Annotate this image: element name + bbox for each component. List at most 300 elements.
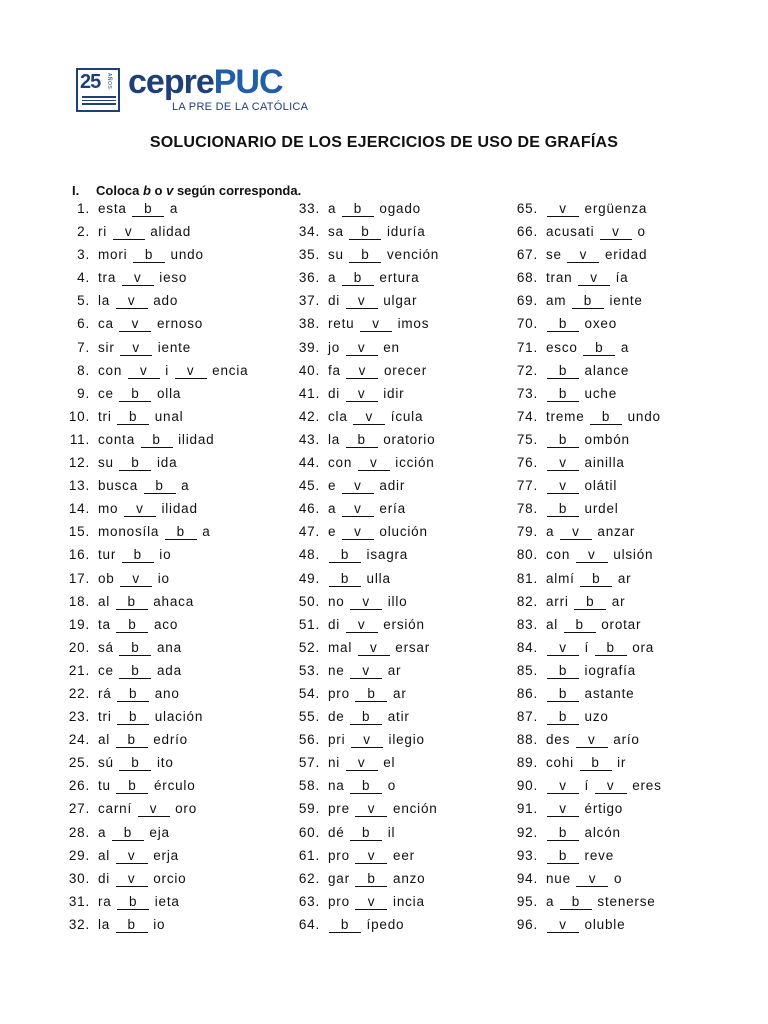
item-number: 72. (516, 362, 538, 378)
exercise-item (508, 453, 662, 476)
answer-blank: v (138, 801, 170, 817)
word-fragment: ada (152, 662, 182, 678)
item-number: 78. (516, 501, 538, 517)
answer-blank: v (342, 501, 374, 517)
exercise-item (60, 569, 248, 592)
exercise-item (290, 245, 439, 268)
exercise-item (290, 430, 439, 453)
word-fragment: atir (383, 709, 410, 725)
word-fragment: i (160, 362, 174, 378)
exercise-item (60, 615, 248, 638)
word-fragment: ersar (390, 639, 431, 655)
word-fragment: ne (328, 662, 350, 678)
item-number: 26. (68, 778, 90, 794)
instruction-text: Coloca (96, 183, 143, 198)
answer-blank: v (576, 547, 608, 563)
item-number: 54. (298, 685, 320, 701)
item-number: 34. (298, 224, 320, 240)
item-number: 13. (68, 478, 90, 494)
answer-blank: v (547, 778, 579, 794)
item-number: 69. (516, 293, 538, 309)
exercise-item (508, 592, 662, 615)
exercise-item (508, 753, 662, 776)
word-fragment: imos (393, 316, 430, 332)
word-fragment: dé (328, 824, 350, 840)
item-number: 29. (68, 847, 90, 863)
word-fragment: ar (388, 685, 407, 701)
exercise-item (508, 869, 662, 892)
word-fragment: almí (546, 570, 580, 586)
answer-blank: b (119, 455, 151, 471)
exercise-item (508, 199, 662, 222)
word-fragment: olución (374, 524, 428, 540)
item-number: 33. (298, 201, 320, 216)
exercise-item (60, 384, 248, 407)
item-number: 7. (77, 339, 90, 355)
word-fragment: ra (98, 893, 117, 909)
exercise-item (290, 569, 439, 592)
word-fragment: a (328, 201, 341, 216)
anniversary-badge (76, 68, 120, 112)
exercise-column-3 (508, 199, 662, 938)
answer-blank: b (590, 409, 622, 425)
answer-blank: b (116, 594, 148, 610)
word-fragment: alance (580, 362, 630, 378)
word-fragment: o (383, 778, 397, 794)
item-number: 68. (516, 270, 538, 286)
word-fragment: ieso (154, 270, 188, 286)
answer-blank: v (547, 640, 579, 656)
item-number: 84. (516, 639, 538, 655)
word-fragment: e (328, 524, 341, 540)
word-fragment: pro (328, 893, 355, 909)
word-fragment: undo (166, 247, 204, 263)
exercise-item (508, 545, 662, 568)
instruction-letter-b: b (142, 183, 151, 198)
exercise-item (290, 384, 439, 407)
word-fragment: oro (170, 801, 198, 817)
item-number: 53. (298, 662, 320, 678)
answer-blank: b (342, 270, 374, 286)
item-number: 96. (516, 916, 538, 932)
exercise-item (508, 799, 662, 822)
word-fragment: értigo (580, 801, 624, 817)
answer-blank: b (349, 224, 381, 240)
answer-blank: b (132, 201, 164, 217)
answer-blank: v (547, 455, 579, 471)
item-number: 6. (77, 316, 90, 332)
exercise-item (508, 730, 662, 753)
answer-blank: b (122, 547, 154, 563)
item-number: 80. (516, 547, 538, 563)
item-number: 51. (298, 616, 320, 632)
word-fragment: tu (98, 778, 116, 794)
answer-blank: b (547, 825, 579, 841)
item-number: 36. (298, 270, 320, 286)
word-fragment: tra (98, 270, 121, 286)
word-fragment: alcón (580, 824, 621, 840)
item-number: 1. (77, 201, 90, 216)
answer-blank: b (547, 663, 579, 679)
exercise-item (60, 499, 248, 522)
exercise-column-1 (60, 199, 248, 938)
item-number: 32. (68, 916, 90, 932)
word-fragment: eres (627, 778, 662, 794)
exercise-item (290, 453, 439, 476)
exercise-item (290, 661, 439, 684)
word-fragment: uzo (580, 709, 609, 725)
brand-cepre: cepre (128, 63, 214, 101)
section-numeral: I. (72, 183, 80, 198)
word-fragment: ención (388, 801, 438, 817)
exercise-column-2 (290, 199, 439, 938)
answer-blank: b (580, 571, 612, 587)
word-fragment: retu (328, 316, 360, 332)
word-fragment: al (98, 847, 115, 863)
word-fragment: a (197, 524, 211, 540)
badge-years: 25 (80, 71, 101, 93)
word-fragment: ípedo (362, 916, 405, 932)
answer-blank: v (595, 778, 627, 794)
exercise-item (60, 846, 248, 869)
exercise-item (60, 753, 248, 776)
answer-blank: v (353, 409, 385, 425)
word-fragment: iente (604, 293, 643, 309)
word-fragment: al (546, 616, 563, 632)
item-number: 91. (516, 801, 538, 817)
exercise-item (290, 314, 439, 337)
item-number: 42. (298, 408, 320, 424)
item-number: 8. (77, 362, 90, 378)
exercise-item (290, 268, 439, 291)
answer-blank: v (560, 524, 592, 540)
exercise-item (60, 361, 248, 384)
exercise-item (290, 592, 439, 615)
item-number: 61. (298, 847, 320, 863)
word-fragment: pre (328, 801, 355, 817)
answer-blank: b (133, 247, 165, 263)
word-fragment: am (546, 293, 571, 309)
exercise-item (60, 407, 248, 430)
answer-blank: b (329, 917, 361, 933)
item-number: 48. (298, 547, 320, 563)
word-fragment: el (378, 755, 396, 771)
item-number: 45. (298, 478, 320, 494)
answer-blank: b (141, 432, 173, 448)
word-fragment: esta (98, 201, 132, 216)
exercise-item (508, 661, 662, 684)
item-number: 27. (68, 801, 90, 817)
exercise-item (290, 291, 439, 314)
answer-blank: v (350, 663, 382, 679)
item-number: 57. (298, 755, 320, 771)
word-fragment: orcio (148, 870, 187, 886)
item-number: 40. (298, 362, 320, 378)
answer-blank: v (113, 224, 145, 240)
item-number: 90. (516, 778, 538, 794)
word-fragment: tri (98, 709, 117, 725)
item-number: 10. (68, 408, 90, 424)
exercise-item (508, 707, 662, 730)
word-fragment: a (546, 524, 559, 540)
word-fragment: unal (150, 408, 184, 424)
item-number: 82. (516, 593, 538, 609)
word-fragment: undo (623, 408, 661, 424)
answer-blank: v (124, 501, 156, 517)
word-fragment: di (328, 616, 345, 632)
word-fragment: í (580, 778, 594, 794)
answer-blank: b (595, 640, 627, 656)
exercise-item (60, 707, 248, 730)
word-fragment: erja (148, 847, 179, 863)
exercise-item (60, 684, 248, 707)
word-fragment: orecer (379, 362, 428, 378)
word-fragment: ulación (150, 709, 204, 725)
answer-blank: b (116, 917, 148, 933)
answer-blank: b (350, 709, 382, 725)
item-number: 92. (516, 824, 538, 840)
item-number: 30. (68, 870, 90, 886)
exercise-item (290, 638, 439, 661)
page-title: SOLUCIONARIO DE LOS EJERCICIOS DE USO DE GRAFÍAS (149, 134, 619, 151)
answer-blank: v (351, 732, 383, 748)
exercise-item (60, 199, 248, 222)
word-fragment: ería (374, 501, 406, 517)
item-number: 89. (516, 755, 538, 771)
item-number: 63. (298, 893, 320, 909)
word-fragment: al (98, 593, 115, 609)
exercise-item (290, 545, 439, 568)
answer-blank: b (329, 571, 361, 587)
exercise-item (60, 338, 248, 361)
word-fragment: ulsión (608, 547, 654, 563)
answer-blank: b (349, 247, 381, 263)
item-number: 16. (68, 547, 90, 563)
section-instruction (72, 183, 301, 198)
word-fragment: tri (98, 408, 117, 424)
word-fragment: ora (627, 639, 655, 655)
answer-blank: b (547, 501, 579, 517)
answer-blank: b (350, 778, 382, 794)
answer-blank: v (116, 871, 148, 887)
exercise-item (508, 638, 662, 661)
item-number: 17. (68, 570, 90, 586)
word-fragment: no (328, 593, 350, 609)
exercise-item (508, 338, 662, 361)
word-fragment: mo (98, 501, 123, 517)
exercise-item (60, 314, 248, 337)
word-fragment: ar (383, 662, 402, 678)
answer-blank: v (547, 201, 579, 217)
exercise-item (60, 869, 248, 892)
exercise-item (60, 430, 248, 453)
answer-blank: b (547, 316, 579, 332)
word-fragment: ito (152, 755, 174, 771)
exercise-item (60, 545, 248, 568)
answer-blank: v (346, 340, 378, 356)
item-number: 19. (68, 616, 90, 632)
word-fragment: gar (328, 870, 355, 886)
answer-blank: v (576, 732, 608, 748)
word-fragment: ersión (378, 616, 425, 632)
exercise-item (60, 638, 248, 661)
answer-blank: b (572, 293, 604, 309)
word-fragment: o (632, 224, 646, 240)
item-number: 88. (516, 732, 538, 748)
exercise-item (508, 407, 662, 430)
answer-blank: v (122, 270, 154, 286)
exercise-item (508, 222, 662, 245)
answer-blank: v (578, 270, 610, 286)
item-number: 83. (516, 616, 538, 632)
item-number: 22. (68, 685, 90, 701)
word-fragment: cla (328, 408, 353, 424)
exercise-item (290, 915, 439, 938)
word-fragment: alidad (145, 224, 192, 240)
item-number: 24. (68, 732, 90, 748)
exercise-item (290, 615, 439, 638)
word-fragment: anzar (592, 524, 636, 540)
word-fragment: arri (546, 593, 574, 609)
item-number: 60. (298, 824, 320, 840)
exercise-item (60, 892, 248, 915)
answer-blank: b (119, 640, 151, 656)
word-fragment: treme (546, 408, 590, 424)
item-number: 15. (68, 524, 90, 540)
item-number: 2. (77, 224, 90, 240)
word-fragment: de (328, 709, 350, 725)
exercise-item (508, 684, 662, 707)
item-number: 49. (298, 570, 320, 586)
exercise-item (508, 569, 662, 592)
answer-blank: b (574, 594, 606, 610)
word-fragment: ado (148, 293, 179, 309)
word-fragment: ob (98, 570, 120, 586)
answer-blank: b (547, 386, 579, 402)
answer-blank: v (355, 801, 387, 817)
word-fragment: la (328, 431, 345, 447)
word-fragment: ieta (150, 893, 180, 909)
answer-blank: b (119, 663, 151, 679)
instruction-text: o (150, 183, 167, 198)
item-number: 21. (68, 662, 90, 678)
answer-blank: v (346, 363, 378, 379)
item-number: 86. (516, 685, 538, 701)
exercise-item (508, 823, 662, 846)
word-fragment: di (328, 293, 345, 309)
item-number: 35. (298, 247, 320, 263)
answer-blank: v (355, 894, 387, 910)
item-number: 74. (516, 408, 538, 424)
word-fragment: a (328, 501, 341, 517)
answer-blank: v (119, 316, 151, 332)
exercise-item (508, 314, 662, 337)
item-number: 44. (298, 455, 320, 471)
item-number: 39. (298, 339, 320, 355)
answer-blank: v (116, 848, 148, 864)
word-fragment: di (328, 385, 345, 401)
answer-blank: b (116, 617, 148, 633)
word-fragment: sú (98, 755, 119, 771)
word-fragment: su (98, 455, 119, 471)
exercise-item (508, 915, 662, 938)
exercise-item (290, 823, 439, 846)
answer-blank: b (165, 524, 197, 540)
exercise-item (290, 869, 439, 892)
word-fragment: stenerse (592, 893, 656, 909)
word-fragment: eja (144, 824, 170, 840)
word-fragment: ernoso (152, 316, 204, 332)
answer-blank: b (342, 201, 374, 217)
item-number: 66. (516, 224, 538, 240)
answer-blank: v (547, 478, 579, 494)
exercise-item (508, 476, 662, 499)
word-fragment: ulgar (378, 293, 418, 309)
word-fragment: cohi (546, 755, 579, 771)
exercise-item (290, 753, 439, 776)
exercise-item (60, 476, 248, 499)
word-fragment: orotar (596, 616, 642, 632)
exercise-item (508, 522, 662, 545)
instruction-text: según corresponda. (173, 183, 302, 198)
answer-blank: b (355, 686, 387, 702)
answer-blank: b (117, 409, 149, 425)
exercise-item (290, 684, 439, 707)
item-number: 73. (516, 385, 538, 401)
item-number: 56. (298, 732, 320, 748)
exercise-item (508, 499, 662, 522)
word-fragment: eridad (600, 247, 648, 263)
item-number: 94. (516, 870, 538, 886)
word-fragment: e (328, 478, 341, 494)
badge-lines-icon (82, 96, 116, 107)
item-number: 5. (77, 293, 90, 309)
exercise-item (508, 892, 662, 915)
exercise-item (508, 384, 662, 407)
exercise-item (60, 245, 248, 268)
word-fragment: a (616, 339, 630, 355)
word-fragment: tur (98, 547, 121, 563)
answer-blank: v (547, 917, 579, 933)
answer-blank: b (547, 432, 579, 448)
brand-name (128, 62, 283, 102)
item-number: 81. (516, 570, 538, 586)
word-fragment: jo (328, 339, 345, 355)
word-fragment: arío (608, 732, 640, 748)
word-fragment: ilidad (156, 501, 198, 517)
answer-blank: b (547, 709, 579, 725)
word-fragment: ahaca (148, 593, 195, 609)
word-fragment: vención (382, 247, 440, 263)
answer-blank: v (342, 478, 374, 494)
answer-blank: b (119, 386, 151, 402)
exercise-item (290, 892, 439, 915)
word-fragment: ce (98, 662, 119, 678)
word-fragment: o (609, 870, 623, 886)
answer-blank: v (360, 316, 392, 332)
exercise-item (508, 291, 662, 314)
item-number: 87. (516, 709, 538, 725)
answer-blank: b (547, 363, 579, 379)
brand-puc: PUC (213, 63, 283, 101)
answer-blank: v (128, 363, 160, 379)
word-fragment: érculo (149, 778, 196, 794)
word-fragment: rá (98, 685, 117, 701)
word-fragment: illo (383, 593, 408, 609)
item-number: 71. (516, 339, 538, 355)
item-number: 23. (68, 709, 90, 725)
exercise-item (290, 522, 439, 545)
